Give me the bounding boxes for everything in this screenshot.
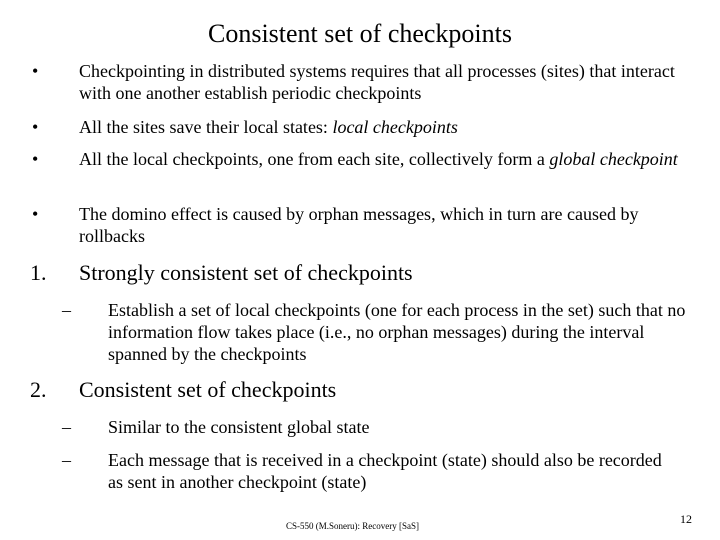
bullet-marker: • [32,117,39,137]
sub-marker: – [62,450,71,470]
numbered-heading: Consistent set of checkpoints [79,377,337,402]
bullet-marker: • [32,61,39,81]
numbered-marker: 2. [30,377,47,402]
bullet-marker: • [32,204,39,224]
sub-text: Similar to the consistent global state [108,417,370,437]
bullet-text-plain: All the sites save their local states: [79,117,333,137]
numbered-marker: 1. [30,260,47,285]
page-number: 12 [680,512,692,526]
sub-text: Each message that is received in a checkpoint (state) should also be recorded as sent in another checkpoint (state) [108,450,662,492]
bullet-text-emphasis: global checkpoint [549,149,678,169]
sub-marker: – [62,417,71,437]
footer-text: CS-550 (M.Soneru): Recovery [SaS] [286,521,419,531]
sub-text: Establish a set of local checkpoints (one for each process in the set) such that no information flow takes place (i.e., no orphan messages) during the interval spanned by the checkpoints [108,300,686,364]
numbered-heading: Strongly consistent set of checkpoints [79,260,413,285]
bullet-text: Checkpointing in distributed systems requires that all processes (sites) that interact with one another establish periodic checkpoints [79,61,675,103]
bullet-text-emphasis: local checkpoints [332,117,458,137]
bullet-marker: • [32,149,39,169]
bullet-text-plain: All the local checkpoints, one from each site, collectively form a [79,149,550,169]
bullet-text [79,148,679,170]
bullet-text: The domino effect is caused by orphan messages, which in turn are caused by rollbacks [79,204,639,246]
sub-marker: – [62,300,71,320]
bullet-text [79,116,689,138]
page-title: Consistent set of checkpoints [207,19,512,48]
